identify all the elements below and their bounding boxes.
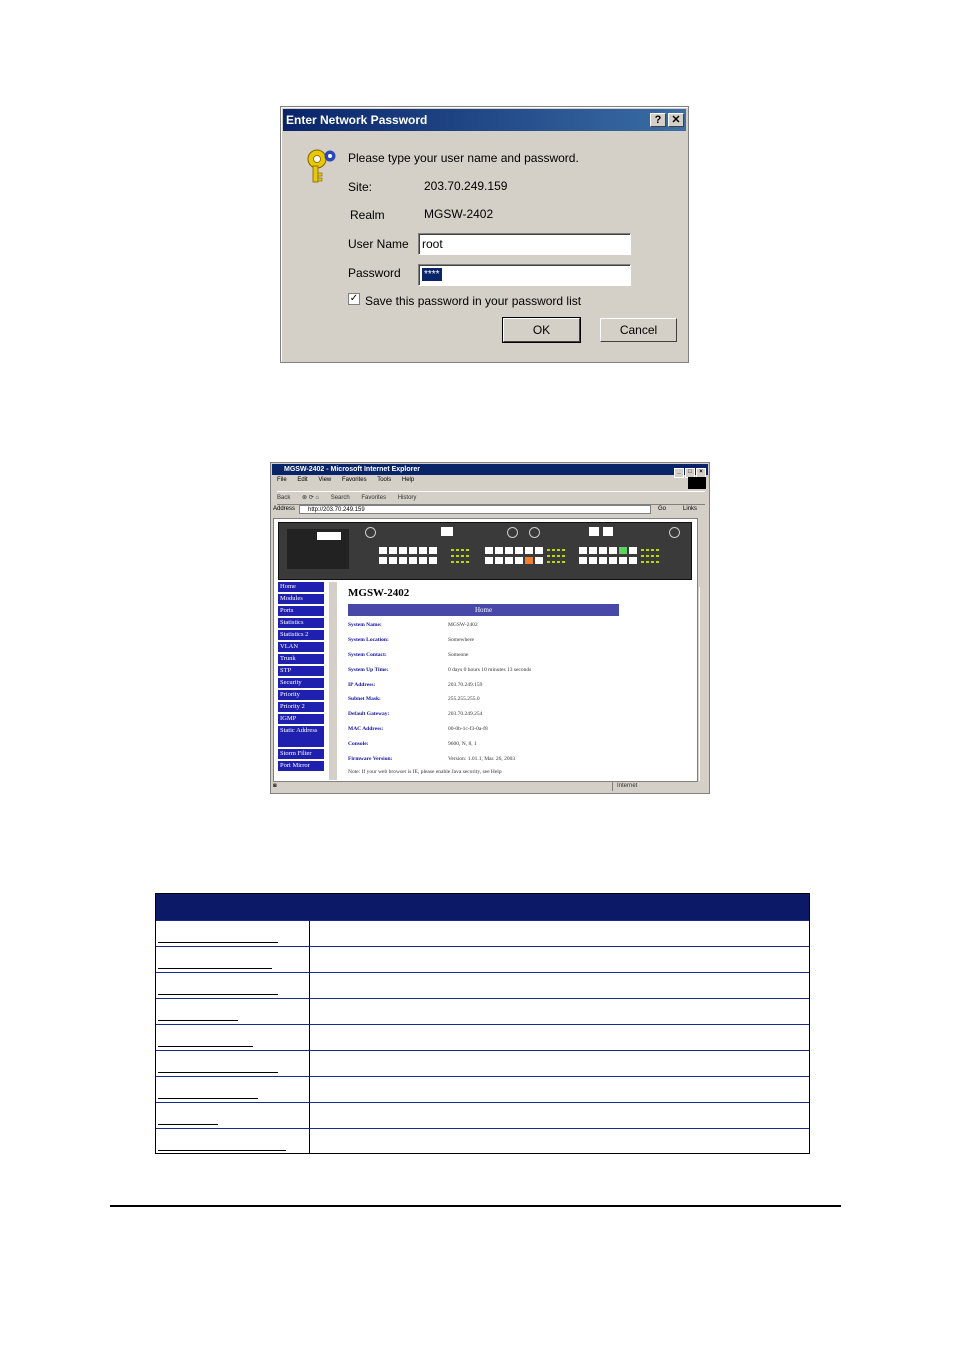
switch-logo — [287, 529, 349, 569]
link-underline — [158, 1020, 238, 1021]
page-scrollbar[interactable] — [699, 587, 708, 781]
nav-home[interactable]: Home — [278, 582, 324, 592]
nav-vlan[interactable]: VLAN — [278, 642, 324, 652]
browser-title: MGSW-2402 - Microsoft Internet Explorer — [284, 466, 420, 473]
browser-viewport — [273, 518, 698, 782]
menu-description-table — [155, 893, 810, 1154]
ie-logo-icon — [688, 477, 706, 489]
info-row: Subnet Mask: 255.255.255.0 — [348, 696, 480, 702]
history-button[interactable]: History — [397, 495, 417, 501]
site-label: Site: — [348, 180, 373, 194]
section-header: Home — [348, 604, 619, 616]
favorites-button[interactable]: Favorites — [361, 495, 387, 501]
info-row: System Name: MGSW-2402 — [348, 622, 478, 628]
info-row: System Up Time: 0 days 0 hours 10 minutes 13 seconds — [348, 667, 532, 673]
link-underline — [158, 1124, 218, 1125]
username-label: User Name — [348, 237, 409, 251]
address-input[interactable]: http://203.70.249.159 — [299, 505, 651, 514]
go-button[interactable]: Go — [658, 506, 667, 512]
nav-priority[interactable]: Priority — [278, 690, 324, 700]
link-underline — [158, 942, 278, 943]
info-row: System Contact: Someone — [348, 652, 469, 658]
menu-tools[interactable]: Tools — [377, 477, 392, 483]
search-button[interactable]: Search — [330, 495, 350, 501]
nav-port-mirror[interactable]: Port Mirror — [278, 761, 324, 771]
menu-edit[interactable]: Edit — [297, 477, 308, 483]
close-button[interactable]: ✕ — [668, 113, 684, 127]
site-value: 203.70.249.159 — [424, 179, 508, 193]
nav-statistics[interactable]: Statistics — [278, 618, 324, 628]
nav-security[interactable]: Security — [278, 678, 324, 688]
cancel-button[interactable]: Cancel — [600, 318, 677, 342]
minimize-icon[interactable]: _ — [674, 468, 684, 478]
link-underline — [158, 1098, 258, 1099]
nav-static-address[interactable]: Static Address — [278, 726, 324, 747]
link-underline — [158, 1150, 286, 1151]
status-zone: Internet — [612, 782, 687, 791]
info-row: IP Address: 203.70.249.159 — [348, 682, 483, 688]
nav-scrollbar[interactable] — [328, 582, 337, 780]
switch-front-panel — [278, 522, 692, 580]
link-underline — [158, 1046, 253, 1047]
maximize-icon[interactable]: □ — [685, 468, 695, 478]
nav-storm-filter[interactable]: Storm Filter — [278, 749, 324, 759]
table-row — [156, 1050, 809, 1076]
info-row: System Location: Somewhere — [348, 637, 474, 643]
link-underline — [158, 994, 278, 995]
browser-window — [270, 462, 710, 794]
table-row — [156, 1076, 809, 1102]
realm-value: MGSW-2402 — [424, 207, 494, 221]
table-header — [156, 894, 809, 920]
username-input[interactable]: root — [418, 233, 631, 255]
status-bar — [273, 782, 707, 791]
menu-help[interactable]: Help — [401, 477, 415, 483]
nav-trunk[interactable]: Trunk — [278, 654, 324, 664]
network-password-dialog — [280, 106, 689, 363]
browser-menu-bar — [277, 477, 423, 483]
dialog-title: Enter Network Password — [286, 113, 428, 127]
realm-label: Realm — [350, 208, 385, 222]
link-underline — [158, 1072, 278, 1073]
password-mask: **** — [424, 269, 440, 280]
nav-ports[interactable]: Ports — [278, 606, 324, 616]
save-password-label: Save this password in your password list — [365, 294, 582, 308]
nav-modules[interactable]: Modules — [278, 594, 324, 604]
browser-toolbar: Back ⊗ ⟳ ⌂ Search Favorites History — [277, 491, 705, 505]
address-label: Address — [273, 506, 296, 512]
ok-button[interactable]: OK — [503, 318, 580, 342]
table-row — [156, 1128, 809, 1154]
info-row: Firmware Version: Version: 1.01.1, Mar. 26, 2003 — [348, 756, 516, 762]
java-note: Note: If your web browser is IE, please enable Java security, see Help — [348, 769, 502, 775]
nav-igmp[interactable]: IGMP — [278, 714, 324, 724]
nav-stp[interactable]: STP — [278, 666, 324, 676]
back-button[interactable]: Back — [277, 495, 291, 501]
menu-file[interactable]: File — [277, 477, 287, 483]
help-button[interactable]: ? — [650, 113, 666, 127]
info-row: MAC Address: 00-0b-1c-f3-0a-f8 — [348, 726, 488, 732]
dialog-title-bar — [283, 109, 686, 131]
table-row — [156, 998, 809, 1024]
switch-nav-menu — [278, 582, 324, 780]
menu-view[interactable]: View — [318, 477, 332, 483]
prompt-text: Please type your user name and password. — [348, 151, 579, 165]
key-icon — [305, 147, 339, 185]
address-bar — [273, 504, 707, 515]
close-icon[interactable]: × — [696, 468, 706, 478]
link-underline — [158, 968, 272, 969]
page-icon: ◙ — [273, 783, 277, 789]
table-row — [156, 1102, 809, 1128]
table-row — [156, 1024, 809, 1050]
menu-favorites[interactable]: Favorites — [341, 477, 367, 483]
page-title: MGSW-2402 — [348, 587, 410, 599]
footer-rule — [110, 1205, 841, 1207]
nav-statistics-2[interactable]: Statistics 2 — [278, 630, 324, 640]
table-row — [156, 920, 809, 946]
info-row: Default Gateway: 203.70.249.254 — [348, 711, 483, 717]
info-row: Console: 9600, N, 8, 1 — [348, 741, 477, 747]
links-label[interactable]: Links — [683, 506, 698, 512]
password-label: Password — [348, 266, 401, 280]
table-row — [156, 972, 809, 998]
password-input[interactable] — [418, 264, 631, 286]
save-password-checkbox[interactable]: ✓ — [349, 293, 359, 304]
table-row — [156, 946, 809, 972]
browser-title-bar — [272, 464, 708, 475]
nav-priority-2[interactable]: Priority 2 — [278, 702, 324, 712]
